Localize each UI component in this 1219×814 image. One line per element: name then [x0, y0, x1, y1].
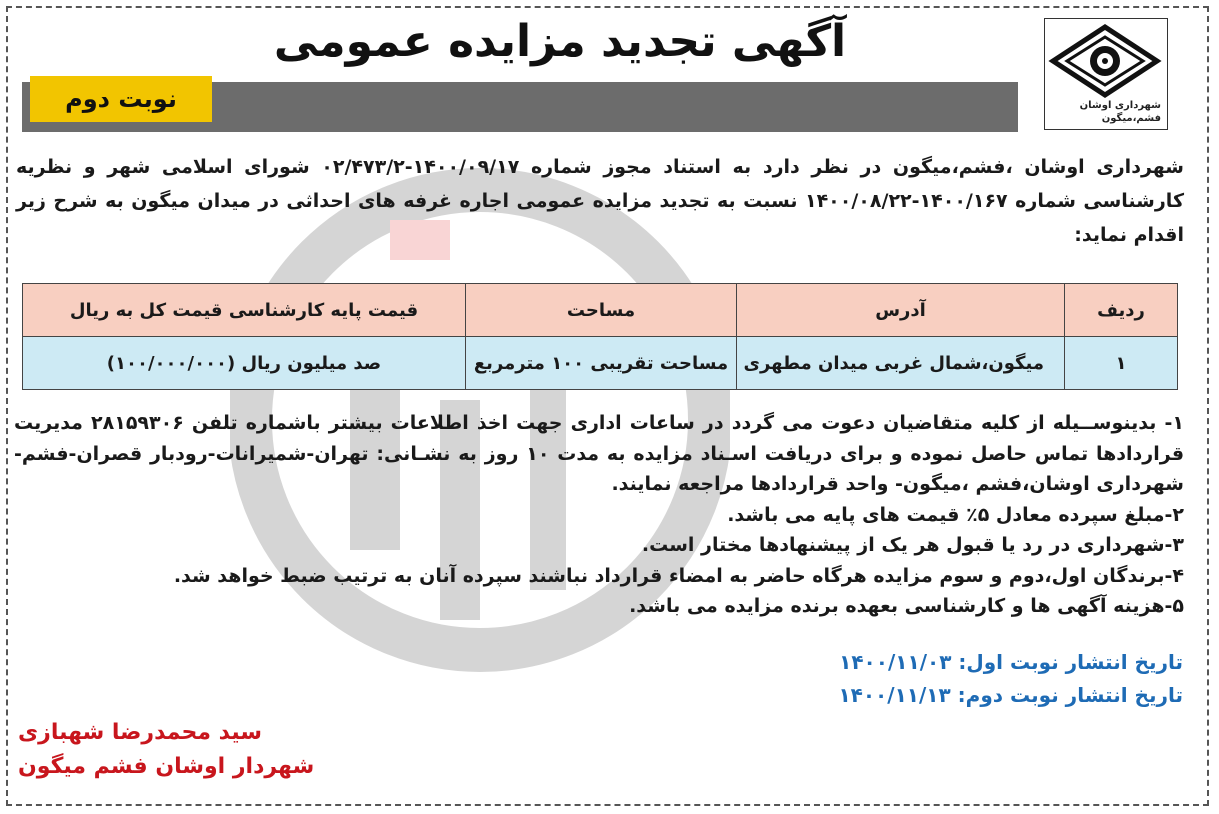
publication-date-first: تاریخ انتشار نوبت اول: ۱۴۰۰/۱۱/۰۳ — [839, 650, 1183, 674]
cell-price: صد میلیون ریال (۱۰۰/۰۰۰/۰۰۰) — [23, 337, 466, 390]
table-header-row — [23, 284, 1178, 337]
cell-area: مساحت تقریبی ۱۰۰ مترمربع — [466, 337, 737, 390]
logo-text-line1: شهرداری اوشان — [1079, 100, 1161, 111]
header-price: قیمت پایه کارشناسی قیمت کل به ریال — [23, 284, 466, 337]
header-area: مساحت — [466, 284, 737, 337]
header-row-number: ردیف — [1065, 284, 1178, 337]
signer-name: سید محمدرضا شهبازی — [18, 720, 262, 745]
items-table — [22, 283, 1178, 390]
condition-item: ۵-هزینه آگهی ها و کارشناسی بعهده برنده مزایده می باشد. — [629, 595, 1184, 617]
condition-item: ۲-مبلغ سپرده معادل ۵٪ قیمت های پایه می باشد. — [727, 503, 1184, 526]
header-address: آدرس — [737, 284, 1065, 337]
cell-address: میگون،شمال غربی میدان مطهری — [737, 337, 1065, 390]
condition-item: ۴-برندگان اول،دوم و سوم مزایده هرگاه حاضر به امضاء قرارداد نباشند سپرده آنان به ترتیب ضبط خواهد شد. — [173, 564, 1184, 587]
publication-date-second: تاریخ انتشار نوبت دوم: ۱۴۰۰/۱۱/۱۳ — [838, 683, 1183, 707]
table-row — [23, 337, 1178, 390]
logo-text-line2: فشم،میگون — [1101, 113, 1161, 124]
intro-paragraph: شهرداری اوشان ،فشم،میگون در نظر دارد به استناد مجوز شماره ۱۴۰۰/۰۹/۱۷-۰۲/۴۷۳/۲ شورای اسلامی شهر و نظریه کارشناسی شماره ۱۴۰۰/۱۶۷-۱۴۰۰/۰۸/۲۲ نسبت به تجدید مزایده عمومی اجاره غرفه های احداثی در میدان میگون به شرح زیر اقدام نماید: — [16, 156, 1184, 246]
condition-item: ۳-شهرداری در رد یا قبول هر یک از پیشنهادها مختار است. — [641, 534, 1184, 556]
round-badge: نوبت دوم — [30, 76, 212, 122]
conditions-list — [14, 408, 1184, 622]
signer-title: شهردار اوشان فشم میگون — [18, 754, 315, 779]
cell-row-number: ۱ — [1065, 337, 1178, 390]
condition-item: ۱- بدینوســیله از کلیه متقاضیان دعوت می گردد در ساعات اداری جهت اخذ اطلاعات بیشتر باشماره تلفن ۲۸۱۵۹۳۰۶ مدیریت قراردادها تماس حاصل نموده و برای دریافت اسـناد مزایده به مدت ۱۰ روز به نشـانی: تهران-شمیرانات-رودبار قصران-فشم-شهرداری اوشان،فشم ،میگون- واحد قراردادها مراجعه نمایند. — [14, 412, 1185, 495]
page-title: آگهی تجدید مزایده عمومی — [273, 16, 847, 67]
municipality-emblem-icon — [1045, 23, 1165, 99]
municipality-logo — [1044, 18, 1168, 130]
